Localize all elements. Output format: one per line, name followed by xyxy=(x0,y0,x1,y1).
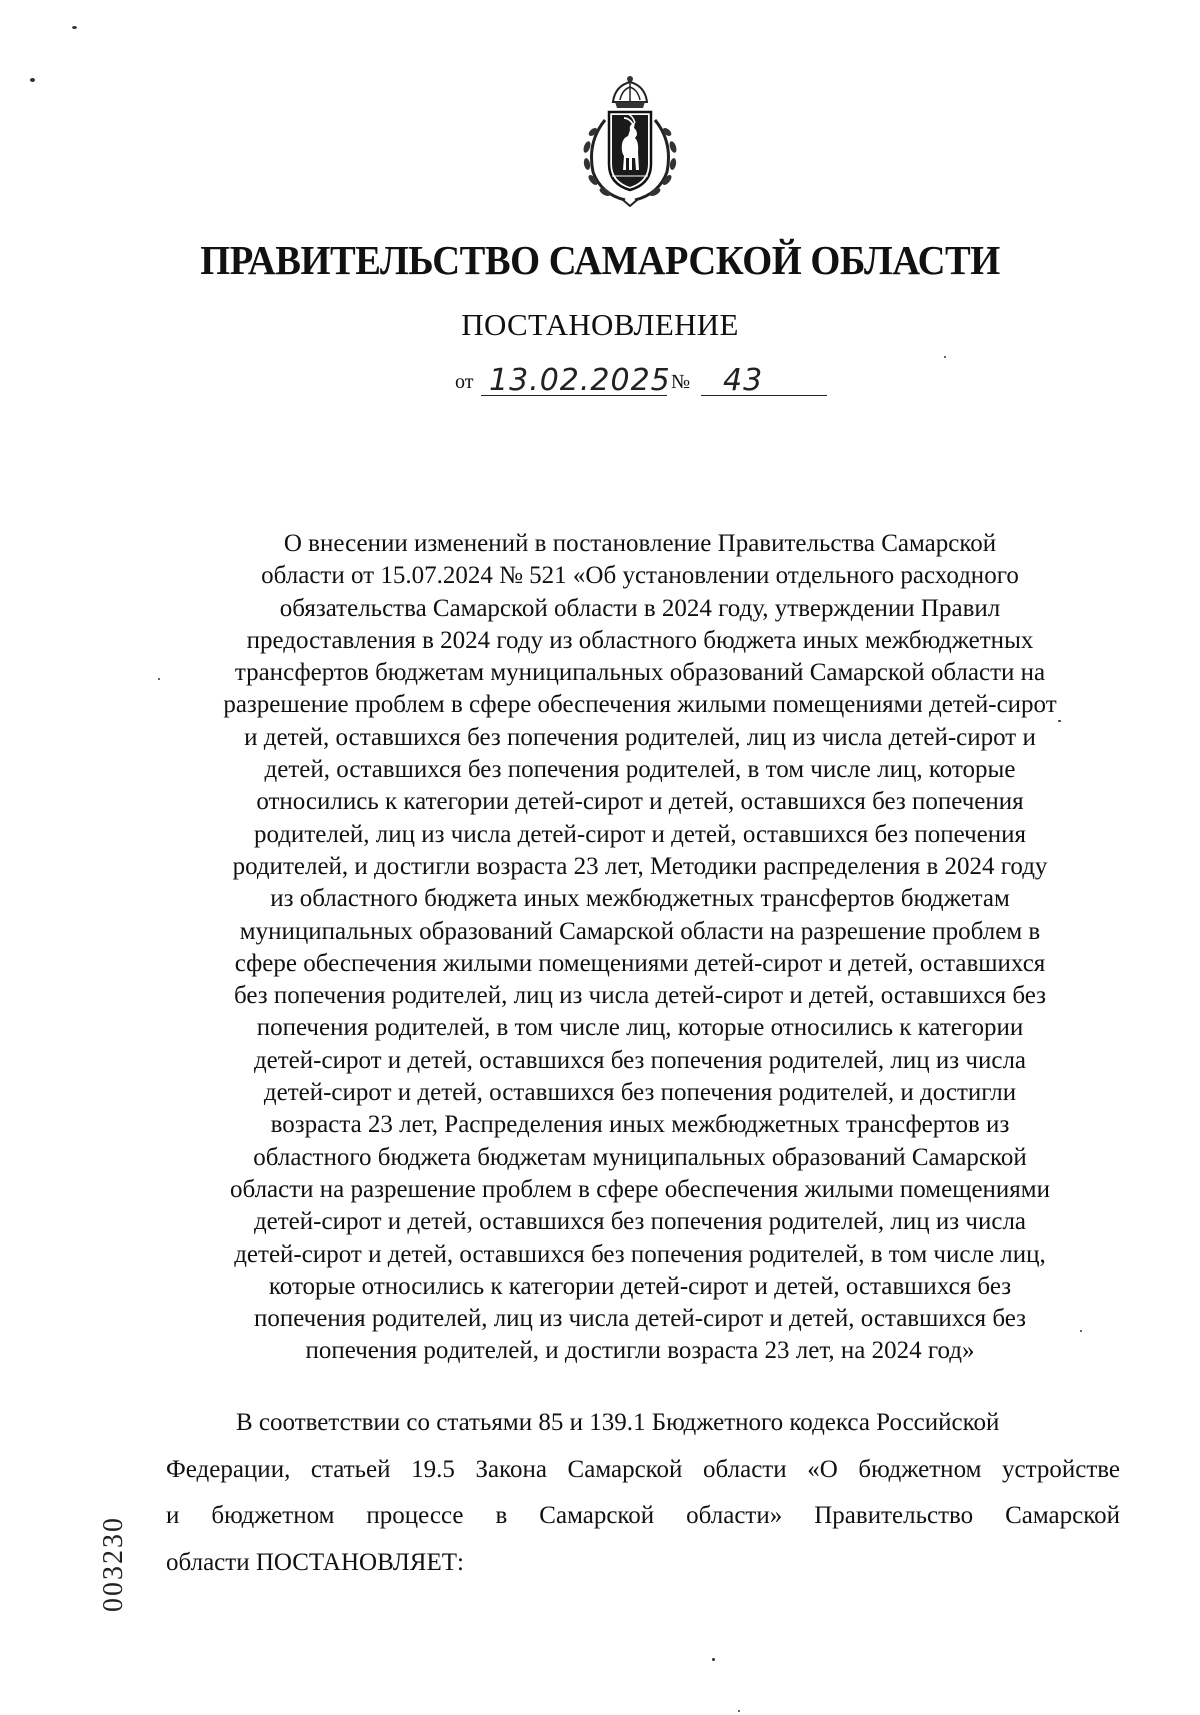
subject-line: попечения родителей, лиц из числа детей-сирот и детей, оставшихся без xyxy=(253,1305,1027,1333)
scan-speck xyxy=(1058,720,1061,722)
subject-line: муниципальных образований Самарской области на разрешение проблем в xyxy=(239,917,1041,945)
subject-line: трансфертов бюджетам муниципальных образований Самарской области на xyxy=(234,659,1046,687)
body-line: и бюджетном процессе в Самарской области» Правительство Самарской xyxy=(166,1502,1120,1530)
subject-line: детей-сирот и детей, оставшихся без попечения родителей, и достигли xyxy=(263,1079,1017,1107)
subject-line: детей, оставшихся без попечения родителей, в том числе лиц, которые xyxy=(264,756,1016,784)
subject-line: детей-сирот и детей, оставшихся без попечения родителей, лиц из числа xyxy=(253,1208,1027,1236)
number-prefix: № xyxy=(671,371,691,393)
subject-line: детей-сирот и детей, оставшихся без попечения родителей, в том числе лиц, xyxy=(234,1240,1046,1268)
subject-line: области на разрешение проблем в сфере обеспечения жилыми помещениями xyxy=(229,1175,1050,1203)
scan-speck xyxy=(712,1658,715,1661)
subject-line: которые относились к категории детей-сирот и детей, оставшихся без xyxy=(268,1272,1012,1300)
subject-line: относились к категории детей-сирот и детей, оставшихся без попечения xyxy=(256,788,1024,816)
samara-oblast-coat-of-arms-icon xyxy=(575,72,685,207)
scan-speck xyxy=(72,26,77,29)
subject-line: без попечения родителей, лиц из числа детей-сирот и детей, оставшихся без xyxy=(233,982,1046,1010)
subject-line: области от 15.07.2024 № 521 «Об установлении отдельного расходного xyxy=(261,562,1019,590)
number-blank xyxy=(701,363,827,396)
subject-line: родителей, и достигли возраста 23 лет, Методики распределения в 2024 году xyxy=(232,852,1048,880)
subject-line: областного бюджета бюджетам муниципальных образований Самарской xyxy=(253,1143,1027,1171)
subject-line: родителей, лиц из числа детей-сирот и детей, оставшихся без попечения xyxy=(253,820,1027,848)
subject-line: из областного бюджета иных межбюджетных трансфертов бюджетам xyxy=(270,885,1010,913)
body-line: Федерации, статьей 19.5 Закона Самарской области «О бюджетном устройстве xyxy=(166,1455,1120,1483)
scan-speck xyxy=(1080,1330,1082,1332)
scan-speck xyxy=(158,678,160,680)
subject-line: детей-сирот и детей, оставшихся без попечения родителей, лиц из числа xyxy=(253,1046,1027,1074)
subject-line: попечения родителей, в том числе лиц, которые относились к категории xyxy=(256,1014,1024,1042)
body-line: В соответствии со статьями 85 и 139.1 Бюджетного кодекса Российской xyxy=(236,1409,1000,1436)
date-prefix: от xyxy=(455,371,474,393)
subject-line: и детей, оставшихся без попечения родителей, лиц из числа детей-сирот и xyxy=(244,723,1036,751)
body-line: области ПОСТАНОВЛЯЕТ: xyxy=(166,1549,464,1577)
date-handwritten: 13.02.2025 xyxy=(489,363,671,398)
registration-line xyxy=(455,362,855,400)
subject-line: разрешение проблем в сфере обеспечения жилыми помещениями детей-сирот xyxy=(223,691,1057,719)
subject-line: предоставления в 2024 году из областного бюджета иных межбюджетных xyxy=(246,626,1034,654)
subject-line: О внесении изменений в постановление Правительства Самарской xyxy=(283,530,997,557)
subject-line: обязательства Самарской области в 2024 году, утверждении Правил xyxy=(279,594,1001,622)
scan-speck xyxy=(944,356,946,358)
margin-registration-stamp: 003230 xyxy=(98,1516,129,1612)
organization-title: ПРАВИТЕЛЬСТВО САМАРСКОЙ ОБЛАСТИ xyxy=(200,237,1000,283)
subject-line: возраста 23 лет, Распределения иных межбюджетных трансфертов из xyxy=(270,1111,1010,1139)
document-type: ПОСТАНОВЛЕНИЕ xyxy=(461,307,739,342)
number-handwritten: 43 xyxy=(723,363,764,398)
scan-speck xyxy=(738,1710,740,1712)
subject-line: попечения родителей, и достигли возраста 23 лет, на 2024 год» xyxy=(305,1337,975,1365)
preamble-paragraph xyxy=(166,1400,1120,1587)
subject-line: сфере обеспечения жилыми помещениями детей-сирот и детей, оставшихся xyxy=(234,949,1046,977)
scan-speck xyxy=(30,78,35,82)
document-subject xyxy=(160,528,1120,1368)
